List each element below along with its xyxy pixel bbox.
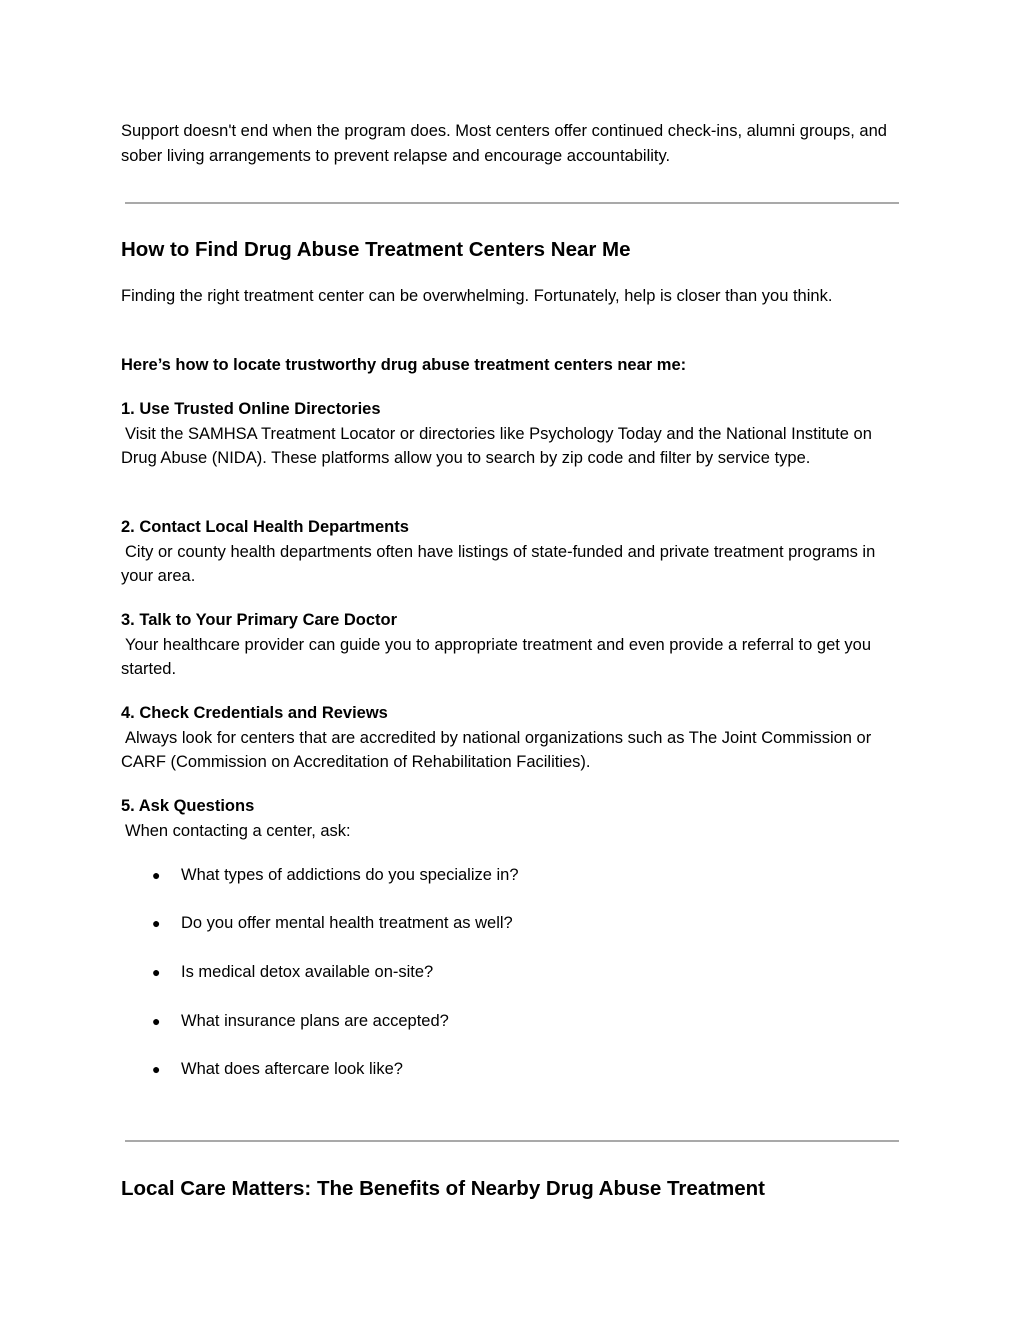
step-item (121, 701, 901, 775)
list-item-text: What types of addictions do you specialize in? (181, 866, 519, 884)
step-item (121, 794, 901, 843)
step-body: Your healthcare provider can guide you to appropriate treatment and even provide a referral to get you started. (121, 635, 872, 678)
bullet-icon: ● (152, 1061, 161, 1077)
bullet-icon: ● (152, 867, 161, 883)
list-item-text: Is medical detox available on-site? (181, 963, 434, 981)
step-item (121, 515, 901, 589)
subheading: Here’s how to locate trustworthy drug abuse treatment centers near me: (121, 356, 687, 374)
divider (125, 1140, 899, 1142)
step-title: 3. Talk to Your Primary Care Doctor (121, 611, 398, 629)
section-heading: Local Care Matters: The Benefits of Nearby Drug Abuse Treatment (121, 1177, 765, 1200)
step-item (121, 608, 901, 682)
section-heading: How to Find Drug Abuse Treatment Centers Near Me (121, 238, 631, 261)
bullet-icon: ● (152, 915, 161, 931)
list-item-text: What insurance plans are accepted? (181, 1012, 449, 1030)
step-title: 5. Ask Questions (121, 797, 255, 815)
intro-paragraph: Support doesn't end when the program does. Most centers offer continued check-ins, alumni groups, and sober living arrangements to prevent relapse and encourage accountability. (121, 122, 887, 165)
step-body: Visit the SAMHSA Treatment Locator or directories like Psychology Today and the National Institute on Drug Abuse (NIDA). These platforms allow you to search by zip code and filter by service type. (121, 424, 872, 467)
step-title: 1. Use Trusted Online Directories (121, 400, 381, 418)
divider (125, 202, 899, 204)
step-body: When contacting a center, ask: (125, 821, 351, 840)
lead-paragraph: Finding the right treatment center can be overwhelming. Fortunately, help is closer than you think. (121, 287, 833, 305)
step-body: Always look for centers that are accredited by national organizations such as The Joint Commission or CARF (Commission on Accreditation of Rehabilitation Facilities). (121, 728, 872, 771)
list-item-text: What does aftercare look like? (181, 1060, 403, 1078)
step-title: 4. Check Credentials and Reviews (121, 704, 388, 722)
step-title: 2. Contact Local Health Departments (121, 518, 409, 536)
step-item (121, 397, 901, 471)
bullet-icon: ● (152, 1013, 161, 1029)
step-body: City or county health departments often have listings of state-funded and private treatment programs in your area. (121, 542, 876, 585)
list-item-text: Do you offer mental health treatment as well? (181, 914, 513, 932)
bullet-icon: ● (152, 964, 161, 980)
